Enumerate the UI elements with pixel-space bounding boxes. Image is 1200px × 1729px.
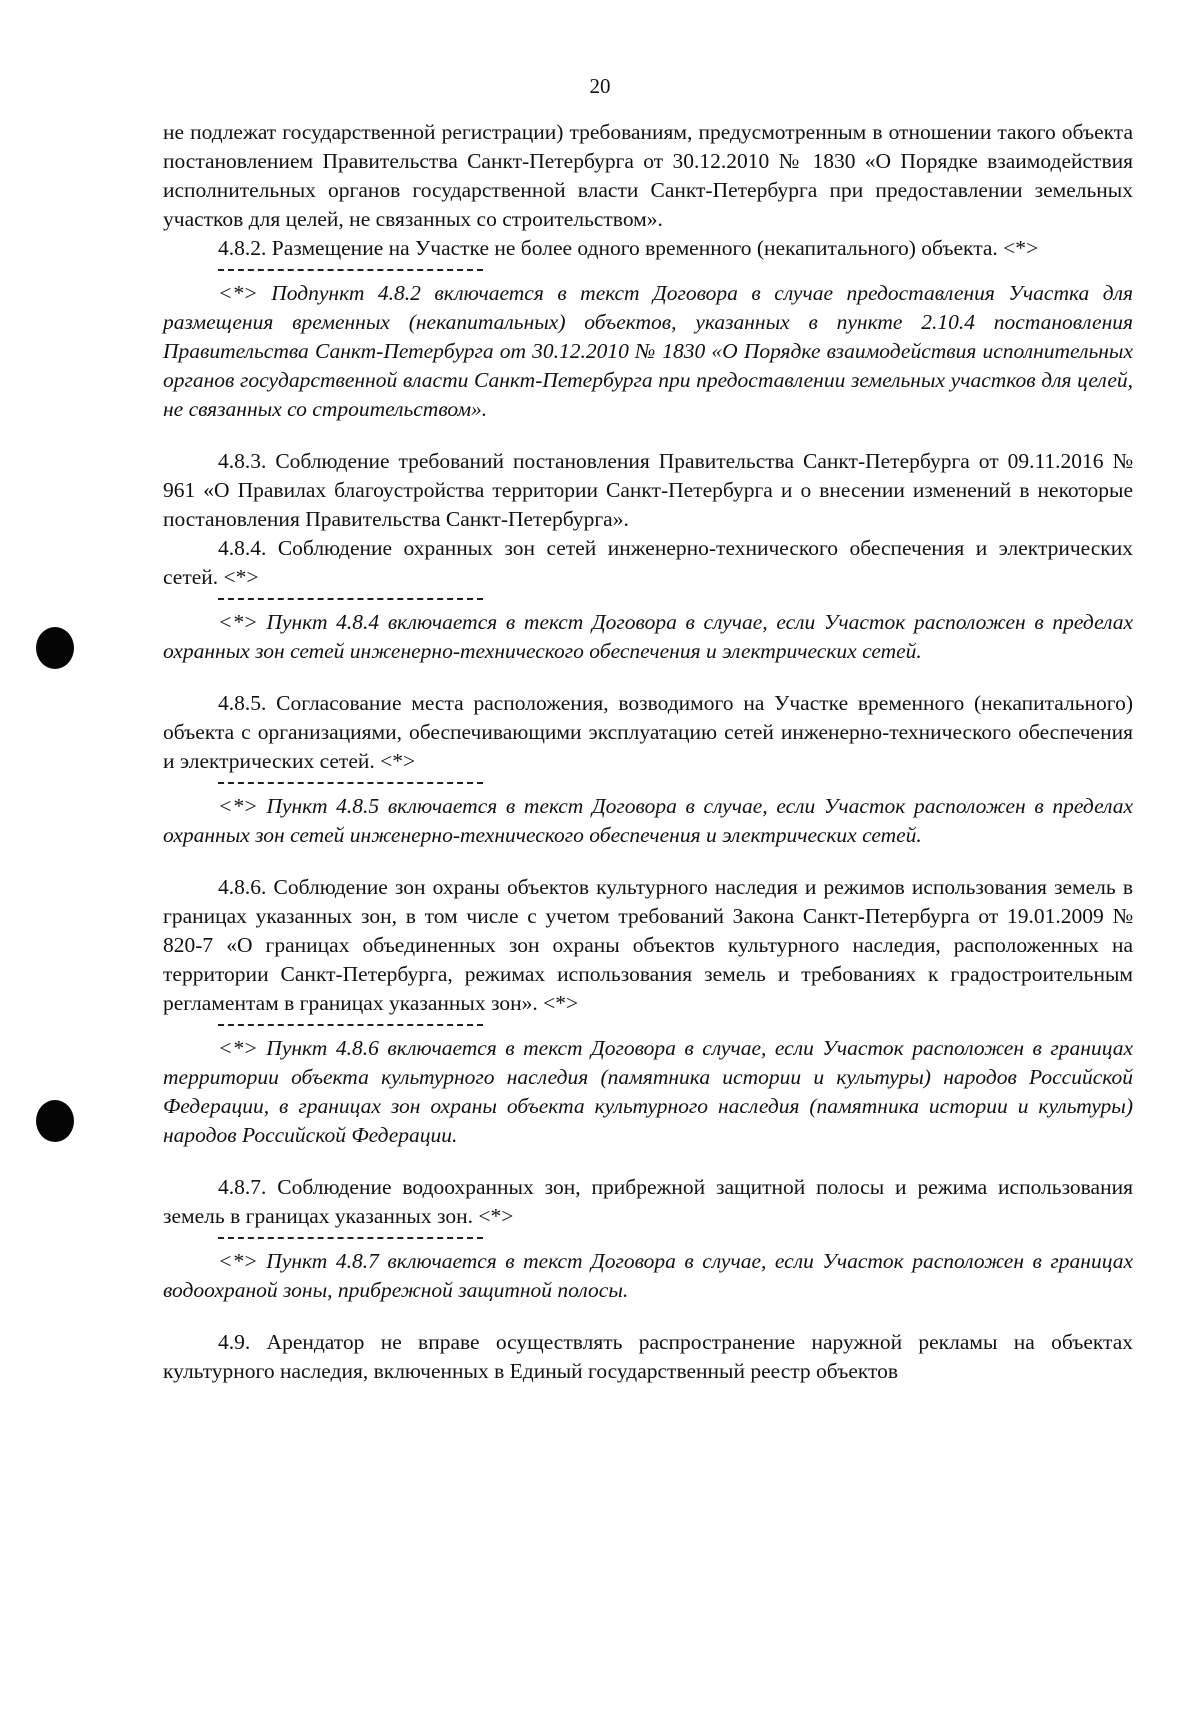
footnote-4-8-5: <*> Пункт 4.8.5 включается в текст Договора в случае, если Участок расположен в пределах охранных зон сетей инженерно-технического обеспечения и электрических сетей. [163,794,1133,847]
clause-4-8-3: 4.8.3. Соблюдение требований постановления Правительства Санкт-Петербурга от 09.11.2016 № 961 «О Правилах благоустройства территории Санкт-Петербурга и о внесении изменений в некоторые постановления Правительства Санкт-Петербурга». [163,449,1133,531]
footnote-4-8-4: <*> Пункт 4.8.4 включается в текст Договора в случае, если Участок расположен в пределах охранных зон сетей инженерно-технического обеспечения и электрических сетей. [163,610,1133,663]
footnote-separator [218,782,483,784]
clause-4-8-4: 4.8.4. Соблюдение охранных зон сетей инженерно-технического обеспечения и электрических сетей. <*> [163,536,1133,589]
clause-4-8-2: 4.8.2. Размещение на Участке не более одного временного (некапитального) объекта. <*> [218,236,1039,260]
footnote-4-8-7: <*> Пункт 4.8.7 включается в текст Договора в случае, если Участок расположен в границах водоохраной зоны, прибрежной защитной полосы. [163,1249,1133,1302]
page-number: 20 [589,74,611,98]
footnote-separator [218,598,483,600]
punch-hole [36,627,74,669]
footnote-separator [218,1237,483,1239]
footnote-4-8-6: <*> Пункт 4.8.6 включается в текст Договора в случае, если Участок расположен в границах территории объекта культурного наследия (памятника истории и культуры) народов Российской Федерации, в границах зон охраны объекта культурного наследия (памятника истории и культуры) народов Российской Федерации. [163,1036,1133,1147]
clause-4-8-7: 4.8.7. Соблюдение водоохранных зон, прибрежной защитной полосы и режима использования земель в границах указанных зон. <*> [163,1175,1133,1228]
punch-hole [36,1100,74,1142]
paragraph-continuation: не подлежат государственной регистрации) требованиям, предусмотренным в отношении такого объекта постановлением Правительства Санкт-Петербурга от 30.12.2010 № 1830 «О Порядке взаимодействия исполнительных органов государственной власти Санкт-Петербурга при предоставлении земельных участков для целей, не связанных со строительством». [163,120,1133,231]
footnote-separator [218,269,483,271]
document-body [163,118,1133,1386]
clause-4-9: 4.9. Арендатор не вправе осуществлять распространение наружной рекламы на объектах культурного наследия, включенных в Единый государственный реестр объектов [163,1330,1133,1383]
footnote-4-8-2: <*> Подпункт 4.8.2 включается в текст Договора в случае предоставления Участка для размещения временных (некапитальных) объектов, указанных в пункте 2.10.4 постановления Правительства Санкт-Петербурга от 30.12.2010 № 1830 «О Порядке взаимодействия исполнительных органов государственной власти Санкт-Петербурга при предоставлении земельных участков для целей, не связанных со строительством». [163,281,1133,421]
footnote-separator [218,1024,483,1026]
clause-4-8-5: 4.8.5. Согласование места расположения, возводимого на Участке временного (некапитального) объекта с организациями, обеспечивающими эксплуатацию сетей инженерно-технического обеспечения и электрических сетей. <*> [163,691,1133,773]
clause-4-8-6: 4.8.6. Соблюдение зон охраны объектов культурного наследия и режимов использования земель в границах указанных зон, в том числе с учетом требований Закона Санкт-Петербурга от 19.01.2009 № 820-7 «О границах объединенных зон охраны объектов культурного наследия, расположенных на территории Санкт-Петербурга, режимах использования земель и требованиях к градостроительным регламентам в границах указанных зон». <*> [163,875,1133,1015]
